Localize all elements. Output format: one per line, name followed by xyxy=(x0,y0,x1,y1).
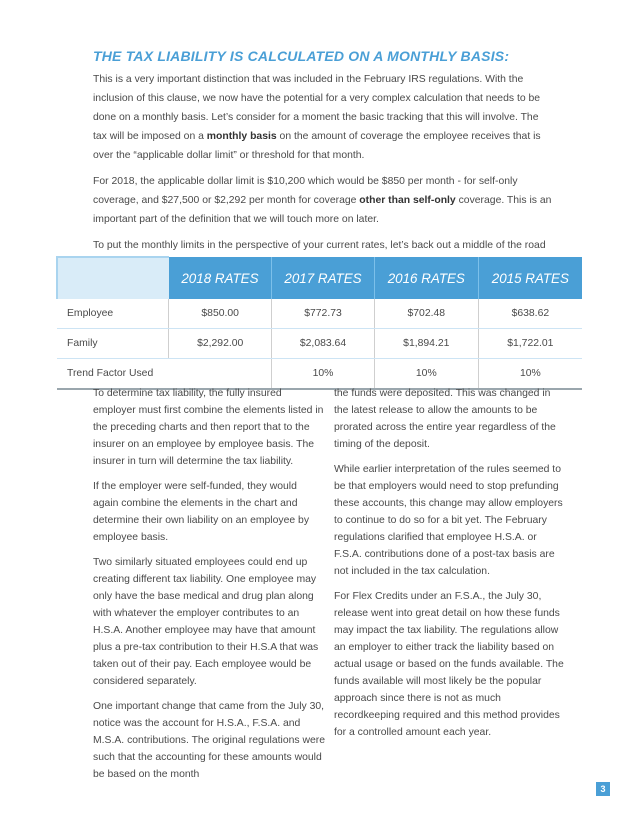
intro-p1-text-a: This is a very important distinction that was included in the February IRS regulations. With the inclusion of this clause, we now have the potential for a very complex calculation that needs to be done on a monthly basis. Let’s consider for a moment the basic tracking that this will involve. The tax will be imposed on a xyxy=(93,74,541,142)
table-cell: 10% xyxy=(478,359,582,390)
table-cell: $850.00 xyxy=(169,299,272,329)
left-paragraph-2: If the employer were self-funded, they would again combine the elements in the chart and determine their own liability on an employee by employee basis. xyxy=(93,481,310,543)
right-paragraph-3: For Flex Credits under an F.S.A., the July 30, release went into great detail on how these funds may impact the tax liability. The regulations allow an employer to either track the liability based on actual usage or based on the funds available. The funds available will most likely be the popular approach since there is not as much recordkeeping required and this method provides for a controlled amount each year. xyxy=(334,591,564,738)
table-row xyxy=(57,329,582,359)
intro-paragraph-3: To put the monthly limits in the perspective of your current rates, let’s back out a middle of the road xyxy=(93,240,546,251)
table-cell: $2,083.64 xyxy=(272,329,375,359)
table-cell: $2,292.00 xyxy=(169,329,272,359)
intro-paragraph-2 xyxy=(93,172,553,229)
body-column-left xyxy=(93,385,325,791)
rates-header-2015: 2015 RATES xyxy=(478,257,582,299)
table-cell: 10% xyxy=(374,359,478,390)
intro-p2-bold: other than self-only xyxy=(359,195,456,206)
intro-text xyxy=(93,70,553,281)
row-label: Trend Factor Used xyxy=(57,359,169,390)
left-paragraph-4: One important change that came from the July 30, notice was the account for H.S.A., F.S.A. and M.S.A. contributions. The original regulations were such that the accounting for these amounts would be based on the month xyxy=(93,701,325,780)
rates-header-2018: 2018 RATES xyxy=(169,257,272,299)
row-label: Employee xyxy=(57,299,169,329)
rates-header-2016: 2016 RATES xyxy=(374,257,478,299)
page-number: 3 xyxy=(596,782,610,796)
right-paragraph-1: the funds were deposited. This was changed in the latest release to allow the amounts to be prorated across the entire year regardless of the timing of the deposit. xyxy=(334,388,556,450)
table-cell: $638.62 xyxy=(478,299,582,329)
table-row xyxy=(57,299,582,329)
intro-p2-text-b: coverage. This is an important part of the definition that we will touch more on later. xyxy=(93,195,552,225)
intro-p1-bold: monthly basis xyxy=(206,131,277,142)
body-column-right xyxy=(334,385,566,749)
rates-header-2017: 2017 RATES xyxy=(272,257,375,299)
rates-header-row xyxy=(57,257,582,299)
rates-table xyxy=(56,256,582,390)
left-paragraph-3: Two similarly situated employees could end up creating different tax liability. One employee may only have the base medical and drug plan along with whatever the employer contributes to an H.S.A. Another employee may have that amount plus a pre-tax contribution to their H.S.A that was taken out of their pay. Each employee would be considered separately. xyxy=(93,557,319,687)
rates-header-blank xyxy=(57,257,169,299)
row-label: Family xyxy=(57,329,169,359)
intro-p2-text-a: For 2018, the applicable dollar limit is $10,200 which would be $850 per month - for self-only coverage, and $27,500 or $2,292 per month for coverage xyxy=(93,176,518,206)
table-cell: $1,894.21 xyxy=(374,329,478,359)
table-cell: $702.48 xyxy=(374,299,478,329)
intro-p1-text-b: on the amount of coverage the employee receives that is over the “applicable dollar limit” or threshold for that month. xyxy=(93,131,541,161)
section-heading: THE TAX LIABILITY IS CALCULATED ON A MONTHLY BASIS: xyxy=(93,48,510,64)
intro-paragraph-1 xyxy=(93,70,553,165)
table-cell: $772.73 xyxy=(272,299,375,329)
left-paragraph-1: To determine tax liability, the fully insured employer must first combine the elements listed in the preceding charts and then report that to the insurer on an employee by employee basis. The insurer in turn will determine the tax liability. xyxy=(93,388,324,467)
right-paragraph-2: While earlier interpretation of the rules seemed to be that employers would need to stop prefunding these accounts, this change may allow employers to continue to do so for a bit yet. The February regulations clarified that employee H.S.A. or F.S.A. contributions done of a post-tax basis are not included in the tax calculation. xyxy=(334,464,563,577)
table-cell: $1,722.01 xyxy=(478,329,582,359)
table-cell: 10% xyxy=(272,359,375,390)
